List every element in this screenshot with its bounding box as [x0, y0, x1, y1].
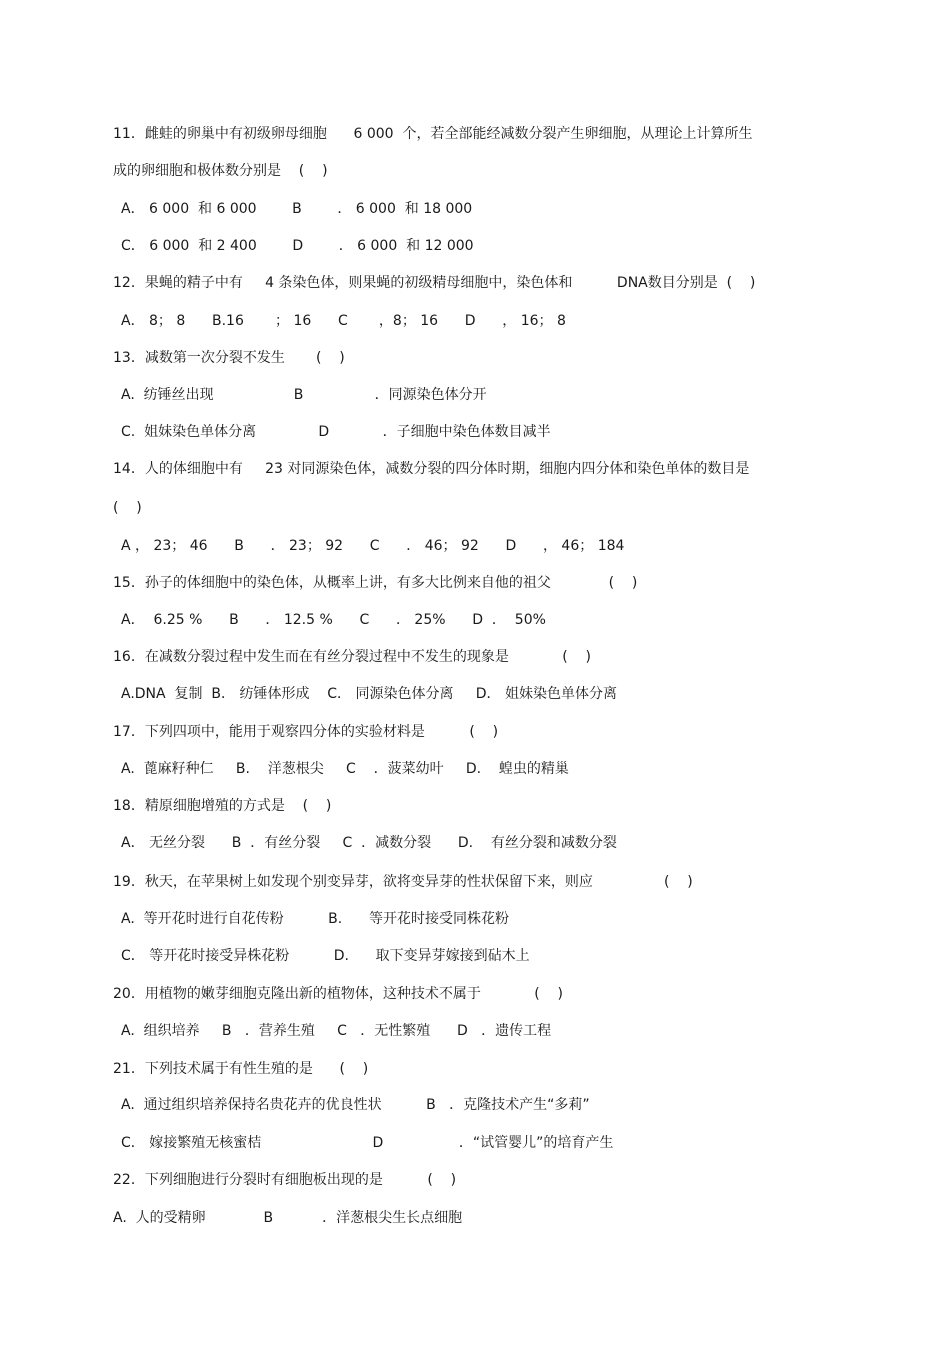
q11-options-cd: C． 6 000 和 2 400 D ． 6 000 和 12 000	[121, 238, 474, 254]
q21-options-cd: C． 嫁接繁殖无核蜜桔 D ．“试管婴儿”的培育产生	[121, 1135, 614, 1151]
q17-stem: 17．下列四项中，能用于观察四分体的实验材料是 ( )	[113, 724, 499, 740]
q15-options: A． 6.25 % B ． 12.5 % C ． 25% D ． 50%	[121, 612, 546, 628]
q22-stem: 22．下列细胞进行分裂时有细胞板出现的是 ( )	[113, 1172, 457, 1188]
q11-stem-line2: 成的卵细胞和极体数分别是 ( )	[113, 163, 328, 179]
q21-options-ab: A. 通过组织培养保持名贵花卉的优良性状 B ．克隆技术产生“多莉”	[121, 1097, 590, 1113]
q22-options-ab: A. 人的受精卵 B ．洋葱根尖生长点细胞	[113, 1210, 463, 1226]
q19-options-ab: A. 等开花时进行自花传粉 B. 等开花时接受同株花粉	[121, 911, 509, 927]
q18-stem: 18．精原细胞增殖的方式是 ( )	[113, 798, 332, 814]
q17-options: A. 蓖麻籽种仁 B. 洋葱根尖 C ．菠菜幼叶 D. 蝗虫的精巢	[121, 761, 569, 777]
q11-options-ab: A． 6 000 和 6 000 B ． 6 000 和 18 000	[121, 201, 473, 217]
q14-stem-line1: 14．人的体细胞中有 23 对同源染色体，减数分裂的四分体时期，细胞内四分体和染色单体的数目是	[113, 461, 750, 477]
q19-options-cd: C． 等开花时接受异株花粉 D. 取下变异芽嫁接到砧木上	[121, 948, 530, 964]
q14-stem-line2: ( )	[113, 500, 142, 516]
q13-options-ab: A. 纺锤丝出现 B ．同源染色体分开	[121, 387, 487, 403]
q14-options: A ， 23； 46 B ． 23； 92 C ． 46； 92 D ， 46； 184	[121, 538, 625, 554]
q13-options-cd: C. 姐妹染色单体分离 D ．子细胞中染色体数目减半	[121, 424, 551, 440]
q20-stem: 20．用植物的嫩芽细胞克隆出新的植物体，这种技术不属于 ( )	[113, 986, 563, 1002]
q18-options: A． 无丝分裂 B ．有丝分裂 C ．减数分裂 D. 有丝分裂和减数分裂	[121, 835, 617, 851]
q15-stem: 15．孙子的体细胞中的染色体，从概率上讲，有多大比例来自他的祖父 ( )	[113, 575, 638, 591]
q13-stem: 13．减数第一次分裂不发生 ( )	[113, 350, 345, 366]
q21-stem: 21．下列技术属于有性生殖的是 ( )	[113, 1061, 369, 1077]
q20-options: A. 组织培养 B ．营养生殖 C ．无性繁殖 D ．遗传工程	[121, 1023, 552, 1039]
q19-stem: 19．秋天，在苹果树上如发现个别变异芽，欲将变异芽的性状保留下来，则应 ( )	[113, 874, 693, 890]
q16-stem: 16．在减数分裂过程中发生而在有丝分裂过程中不发生的现象是 ( )	[113, 649, 591, 665]
q12-stem: 12．果蝇的精子中有 4 条染色体，则果蝇的初级精母细胞中，染色体和 DNA数目分别是 ( )	[113, 275, 756, 291]
q16-options: A.DNA 复制 B． 纺锤体形成 C． 同源染色体分离 D． 姐妹染色单体分离	[121, 686, 617, 702]
q11-stem-line1: 11．雌蛙的卵巢中有初级卵母细胞 6 000 个，若全部能经减数分裂产生卵细胞，从理论上计算所生	[113, 126, 753, 142]
q12-options: A． 8； 8 B.16 ； 16 C ，8； 16 D ， 16； 8	[121, 313, 566, 329]
